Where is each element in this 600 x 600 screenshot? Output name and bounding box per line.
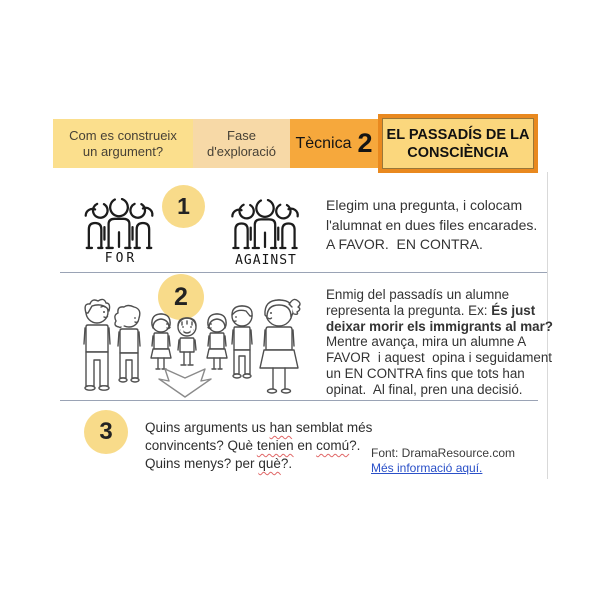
text-line: l'alumnat en dues files encarades. (326, 216, 538, 233)
text-line: Elegim una pregunta, i colocam (326, 197, 523, 213)
crowd-for-illustration (82, 198, 156, 250)
step-2-number: 2 (158, 274, 204, 320)
section-divider (60, 272, 547, 273)
text-line: deixar morir els immigrants al mar? (326, 318, 553, 334)
girl-ponytail-figure (260, 299, 300, 393)
more-info-link[interactable]: Més informació aquí. (371, 461, 483, 475)
crowd-against-illustration (226, 199, 304, 250)
text-line: Enmig del passadís un alumne (326, 287, 510, 302)
text-line: Quins menys? per què?. (145, 456, 293, 471)
header-box-question-line2: un argument? (82, 143, 164, 159)
step-1-number: 1 (162, 185, 205, 228)
boy-spiky-figure (84, 299, 110, 390)
header-box-question (53, 119, 193, 168)
center-kid-figure (178, 318, 196, 365)
against-label: AGAINST (235, 253, 297, 268)
text-line: A FAVOR. EN CONTRA. (326, 236, 483, 252)
for-label: FOR (104, 251, 138, 266)
text-line: convincents? Què tenien en comú?. (145, 438, 361, 453)
header-box-question-line1: Com es construeix (69, 127, 177, 143)
text-line: opinat. Al final, pren una decisió. (326, 381, 523, 397)
step-2-text (326, 287, 553, 398)
source-credit: Font: DramaResource.com (371, 446, 516, 460)
text-line: un EN CONTRA fins que tots han (326, 365, 525, 381)
header-box-phase-line1: Fase (227, 127, 256, 143)
section-divider (60, 400, 538, 401)
conscience-corridor-illustration (72, 290, 312, 400)
page-title-line2: CONSCIÈNCIA (407, 144, 509, 161)
page-title (378, 114, 538, 173)
technique-label: Tècnica (295, 134, 352, 152)
step-3-text (145, 419, 372, 473)
step-1-text (326, 196, 537, 255)
header-row (53, 119, 538, 168)
text-line: FAVOR i aquest opina i seguidament (326, 350, 553, 366)
header-box-phase-line2: d'exploració (207, 143, 276, 159)
header-box-technique (290, 119, 378, 168)
header-box-phase (193, 119, 290, 168)
girl-curly-figure (115, 306, 140, 383)
down-arrow-icon (159, 369, 211, 397)
text-line: representa la pregunta. Ex: És just (326, 302, 536, 318)
step-3-number: 3 (84, 410, 128, 454)
technique-number: 2 (357, 128, 373, 158)
page-title-line1: EL PASSADÍS DE LA (386, 126, 530, 143)
text-line: Quins arguments us han semblat més (145, 420, 373, 435)
text-line: Mentre avança, mira un alumne A (326, 334, 527, 350)
